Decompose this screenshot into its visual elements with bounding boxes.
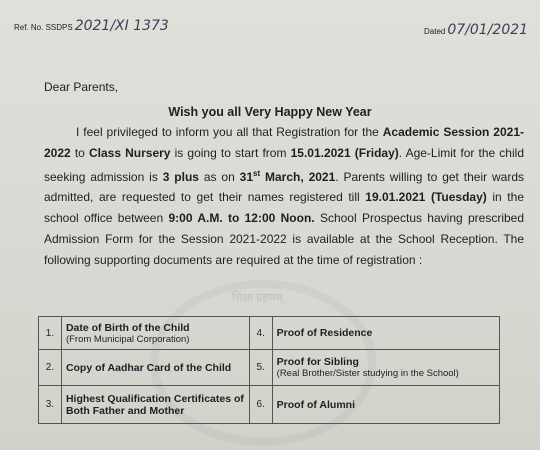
documents-table: [38, 316, 500, 424]
start-date: 15.01.2021 (Friday): [290, 145, 399, 160]
doc-number: 2.: [39, 350, 62, 386]
doc-number: 3.: [39, 386, 62, 424]
doc-cell: Proof of Residence: [272, 317, 499, 350]
dated-label: Dated: [424, 27, 446, 36]
doc-number: 1.: [39, 317, 62, 350]
ref-label: Ref. No. SSDPS: [14, 23, 73, 32]
body-text: to: [70, 145, 89, 160]
doc-number: 6.: [249, 386, 272, 424]
doc-cell: Proof of Alumni: [272, 386, 499, 424]
doc-number: 5.: [249, 350, 272, 386]
salutation: Dear Parents,: [44, 80, 119, 94]
body-text: as on: [198, 169, 240, 184]
doc-cell: Date of Birth of the Child (From Municipal Corporation): [61, 317, 249, 350]
body-text: . Age-Limit for the child seeking admission is: [44, 145, 524, 184]
body-text: . Parents willing to get their wards admitted, are requested to get their names registered till: [44, 169, 525, 205]
doc-cell: Highest Qualification Certificates of Both Father and Mother: [61, 386, 249, 424]
table-row: [39, 317, 500, 350]
office-timing: 9:00 A.M. to 12:00 Noon.: [168, 211, 315, 226]
doc-cell: Copy of Aadhar Card of the Child: [61, 350, 249, 386]
age-date: 31st March, 2021: [239, 168, 336, 184]
doc-number: 4.: [249, 317, 272, 350]
body-text: School Prospectus having prescribed Admission Form for the Session 2021-2022 is available at the School Reception. The following supporting documents are required at the time of registration :: [44, 211, 525, 267]
academic-session: Academic Session 2021-2022: [44, 125, 525, 160]
reference-number: [14, 18, 169, 34]
table-row: [39, 350, 500, 386]
dated-handwritten: 07/01/2021: [447, 22, 529, 38]
registration-deadline: 19.01.2021 (Tuesday): [365, 190, 487, 205]
greeting-heading: Wish you all Very Happy New Year: [168, 105, 372, 119]
body-paragraph: [44, 122, 524, 271]
class-name: Class Nursery: [88, 145, 171, 160]
doc-cell: Proof for Sibling (Real Brother/Sister studying in the School): [272, 350, 499, 386]
ref-handwritten: 2021/XI 1373: [74, 18, 169, 34]
body-text: in the school office between: [44, 190, 524, 226]
age-limit: 3 plus: [162, 169, 199, 184]
watermark-motto: शिक्षा ग्रहणम्: [232, 292, 283, 304]
table-row: [39, 386, 500, 424]
date-field: [424, 22, 528, 38]
body-text: is going to start from: [170, 145, 291, 160]
body-text: I feel privileged to inform you all that Registration for the: [76, 125, 383, 139]
